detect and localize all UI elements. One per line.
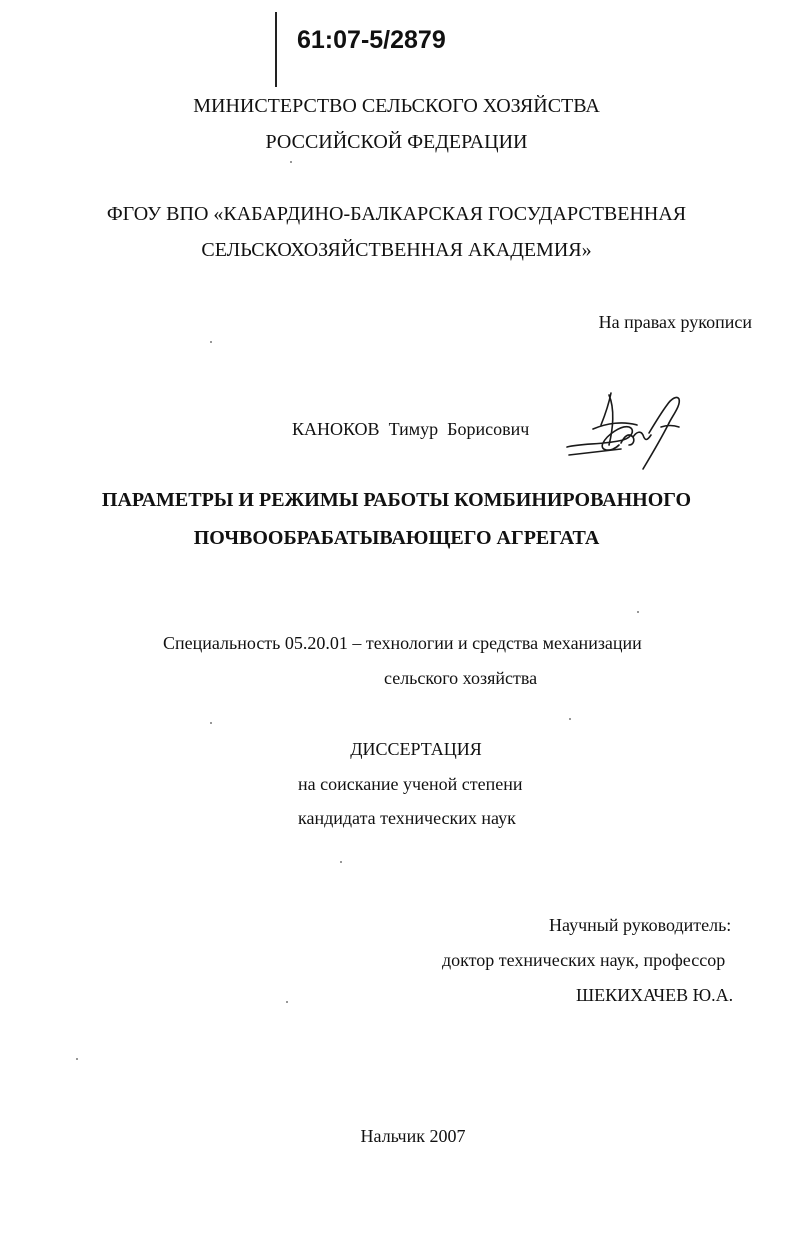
author-surname: КАНОКОВ [292, 419, 380, 439]
author-name [292, 419, 529, 440]
archive-stamp-number: 61:07-5/2879 [297, 26, 446, 54]
institution-line-1: ФГОУ ВПО «КАБАРДИНО-БАЛКАРСКАЯ ГОСУДАРСТВЕННАЯ [106, 203, 687, 225]
degree-line-1: на соискание ученой степени [298, 774, 523, 794]
scan-speck [76, 1058, 78, 1060]
title-line-1: ПАРАМЕТРЫ И РЕЖИМЫ РАБОТЫ КОМБИНИРОВАННОГО [101, 489, 692, 511]
scan-speck [340, 861, 342, 863]
specialty-line-2: сельского хозяйства [384, 668, 538, 688]
degree-line-2: кандидата технических наук [298, 808, 516, 828]
institution-line-2: СЕЛЬСКОХОЗЯЙСТВЕННАЯ АКАДЕМИЯ» [201, 239, 592, 261]
stamp-rule [275, 12, 277, 87]
place-and-year: Нальчик 2007 [360, 1126, 466, 1146]
scan-speck [286, 1001, 288, 1003]
author-signature [563, 385, 693, 475]
scan-speck [210, 722, 212, 724]
ministry-line-2: РОССИЙСКОЙ ФЕДЕРАЦИИ [265, 131, 528, 153]
scan-speck [637, 611, 639, 613]
title-line-2: ПОЧВООБРАБАТЫВАЮЩЕГО АГРЕГАТА [193, 527, 600, 549]
scan-speck [210, 341, 212, 343]
scan-speck [290, 161, 292, 163]
specialty-line-1: Специальность 05.20.01 – технологии и средства механизации [163, 633, 642, 653]
ministry-line-1: МИНИСТЕРСТВО СЕЛЬСКОГО ХОЗЯЙСТВА [193, 95, 600, 117]
supervisor-title: доктор технических наук, профессор [442, 950, 726, 970]
supervisor-label: Научный руководитель: [549, 915, 732, 935]
supervisor-name: ШЕКИХАЧЕВ Ю.А. [576, 985, 734, 1005]
author-patronymic: Борисович [447, 419, 530, 439]
document-type: ДИССЕРТАЦИЯ [350, 739, 482, 759]
scan-speck [569, 718, 571, 720]
manuscript-rights-note: На правах рукописи [598, 312, 752, 332]
author-first-name: Тимур [388, 419, 439, 439]
signature-drawing [563, 385, 693, 475]
